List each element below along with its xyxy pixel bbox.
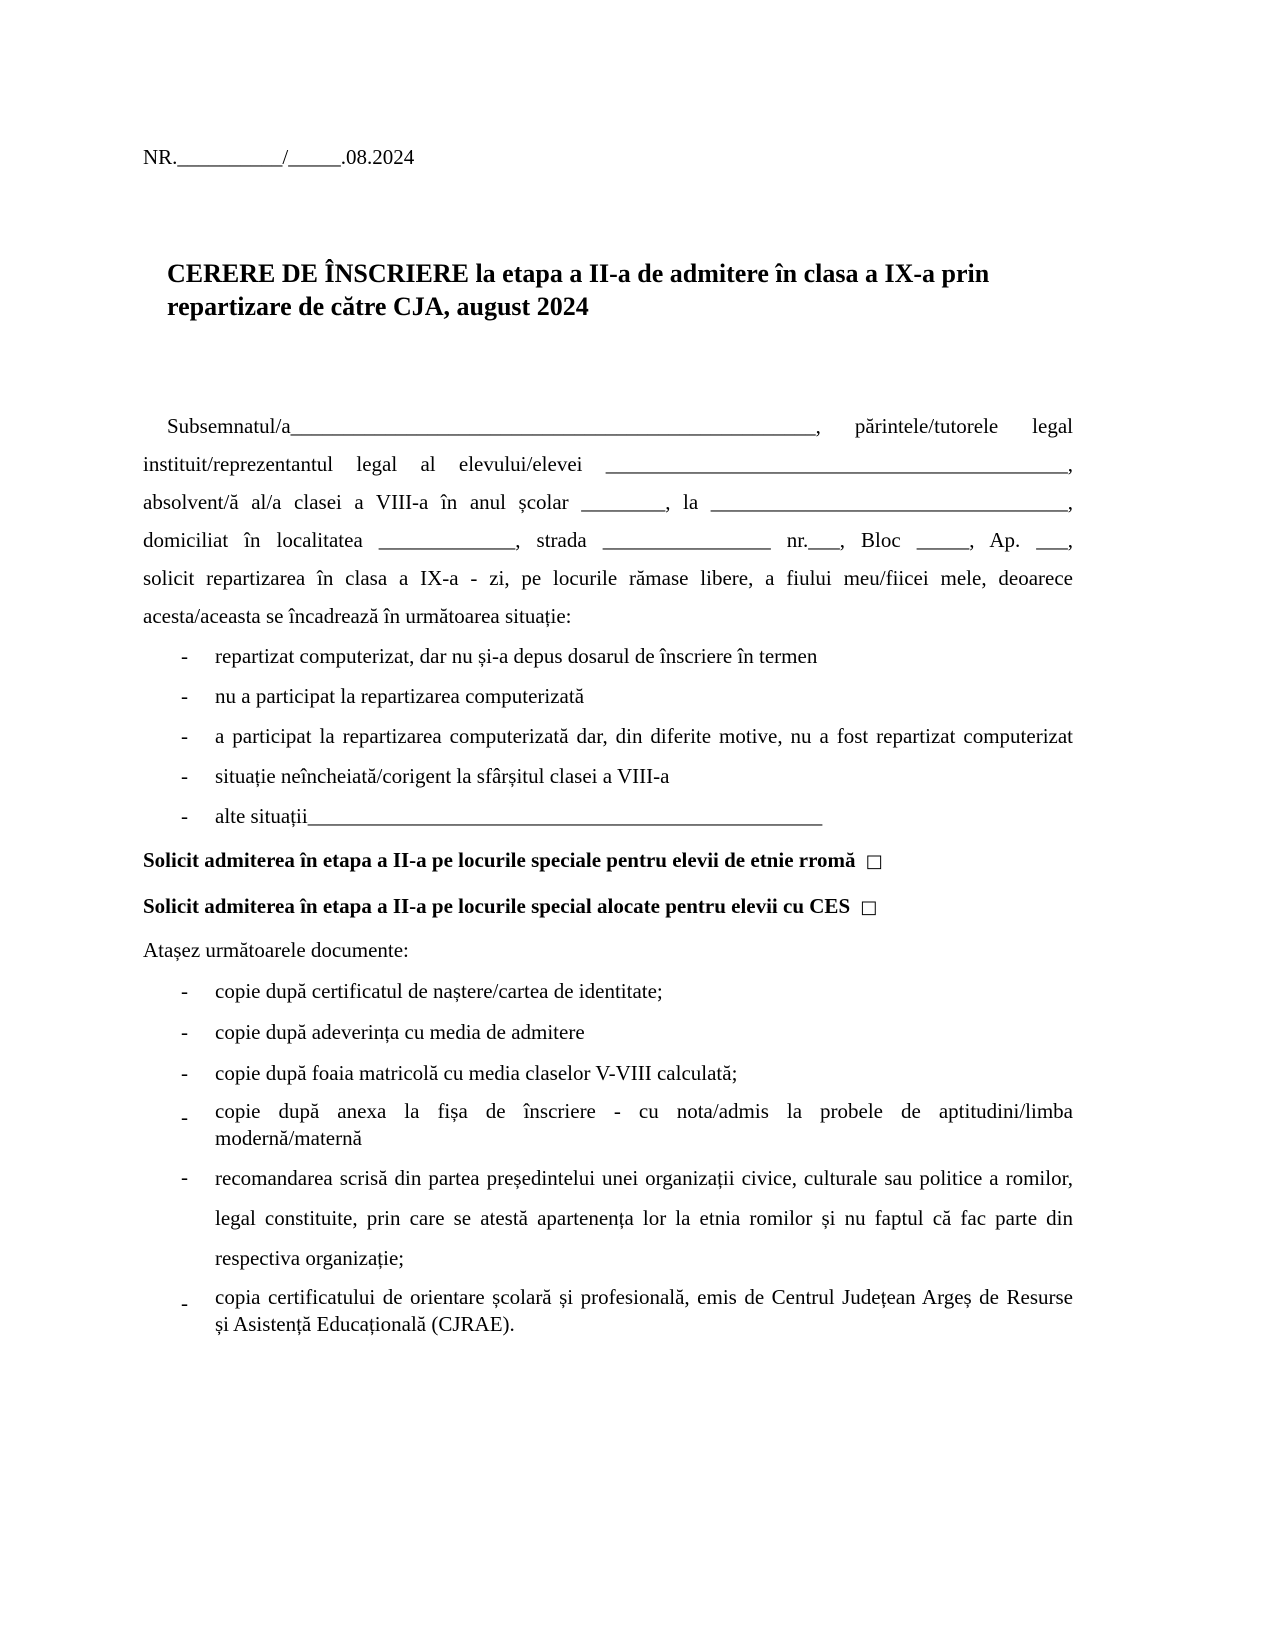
dash-bullet: -	[181, 764, 188, 788]
situation-text: a participat la repartizarea computerizată dar, din diferite motive, nu a fost repartizat computerizat	[215, 724, 1073, 748]
document-item-text: copie după foaia matricolă cu media claselor V-VIII calculată;	[215, 1061, 738, 1085]
paragraph-line-situation: acesta/aceasta se încadrează în următoarea situație:	[143, 604, 572, 628]
dash-bullet: -	[181, 979, 188, 1003]
request-ces-text: Solicit admiterea în etapa a II-a pe locurile special alocate pentru elevii cu CES	[143, 894, 851, 918]
document-item-text	[215, 1284, 1073, 1338]
document-item-line: și Asistență Educațională (CJRAE).	[215, 1312, 515, 1336]
situation-item	[143, 637, 1073, 675]
ces-checkbox: □	[860, 897, 878, 918]
documents-list	[143, 972, 1073, 1338]
dash-bullet: -	[181, 1061, 188, 1085]
situation-text: repartizat computerizat, dar nu și-a depus dosarul de înscriere în termen	[215, 644, 818, 668]
situation-item	[143, 717, 1073, 755]
situation-text: alte situații_________________________________________________	[215, 804, 823, 828]
document-title-line-1: CERERE DE ÎNSCRIERE la etapa a II-a de admitere în clasa a IX-a prin	[167, 259, 990, 288]
registration-number-line: NR.__________/_____.08.2024	[143, 145, 415, 169]
request-rroma-line	[143, 841, 1073, 881]
dash-bullet: -	[181, 1165, 188, 1189]
situations-list	[143, 637, 1073, 835]
document-content	[143, 145, 1073, 1342]
document-item	[143, 972, 1073, 1010]
dash-bullet: -	[181, 684, 188, 708]
paragraph-line-applicant: Subsemnatul/a__________________________________________________, părintele/tutorele legal	[167, 414, 1073, 438]
document-item-text: copie după certificatul de naștere/cartea de identitate;	[215, 979, 663, 1003]
dash-bullet: -	[181, 804, 188, 828]
dash-bullet: -	[181, 644, 188, 668]
situation-text: nu a participat la repartizarea computerizată	[215, 684, 585, 708]
document-item	[143, 1098, 1073, 1152]
documents-intro: Atașez următoarele documente:	[143, 938, 409, 962]
document-item	[143, 1284, 1073, 1338]
document-title-line-2: repartizare de către CJA, august 2024	[167, 292, 589, 321]
dash-bullet: -	[181, 724, 188, 748]
document-item	[143, 1158, 1073, 1278]
document-title	[167, 257, 997, 323]
document-item-line: respectiva organizație;	[215, 1246, 405, 1270]
situation-text: situație neîncheiată/corigent la sfârșitul clasei a VIII-a	[215, 764, 670, 788]
document-item	[143, 1013, 1073, 1051]
paragraph-line-address: domiciliat în localitatea _____________, strada ________________ nr.___, Bloc _____, Ap. ___,	[143, 528, 1073, 552]
situation-item	[143, 757, 1073, 795]
document-item-line: copie după anexa la fișa de înscriere - cu nota/admis la probele de aptitudini/limba	[215, 1099, 1073, 1123]
document-item	[143, 1054, 1073, 1092]
document-item-text	[215, 1098, 1073, 1152]
situation-item	[143, 677, 1073, 715]
document-item-text	[215, 1158, 1073, 1278]
dash-bullet: -	[181, 1105, 188, 1129]
document-item-line: recomandarea scrisă din partea președintelui unei organizații civice, culturale sau politice a romilor,	[215, 1166, 1073, 1190]
document-item-line: modernă/maternă	[215, 1126, 362, 1150]
paragraph-line-school-year: absolvent/ă al/a clasei a VIII-a în anul școlar ________, la __________________________________,	[143, 490, 1073, 514]
dash-bullet: -	[181, 1291, 188, 1315]
document-item-text: copie după adeverința cu media de admitere	[215, 1020, 585, 1044]
paragraph-line-student: instituit/reprezentantul legal al elevului/elevei ____________________________________________,	[143, 452, 1073, 476]
dash-bullet: -	[181, 1020, 188, 1044]
document-item-line: copia certificatului de orientare școlară și profesională, emis de Centrul Județean Argeș de Resurse	[215, 1285, 1073, 1309]
paragraph-line-request: solicit repartizarea în clasa a IX-a - zi, pe locurile rămase libere, a fiului meu/fiicei mele, deoarece	[143, 566, 1073, 590]
request-rroma-text: Solicit admiterea în etapa a II-a pe locurile speciale pentru elevii de etnie rromă	[143, 848, 856, 872]
request-ces-line	[143, 887, 1073, 927]
situation-item	[143, 797, 1073, 835]
intro-paragraph	[143, 407, 1073, 635]
document-item-line: legal constituite, prin care se atestă apartenența lor la etnia romilor și nu faptul că fac parte din	[215, 1206, 1073, 1230]
rroma-checkbox: □	[865, 851, 883, 872]
